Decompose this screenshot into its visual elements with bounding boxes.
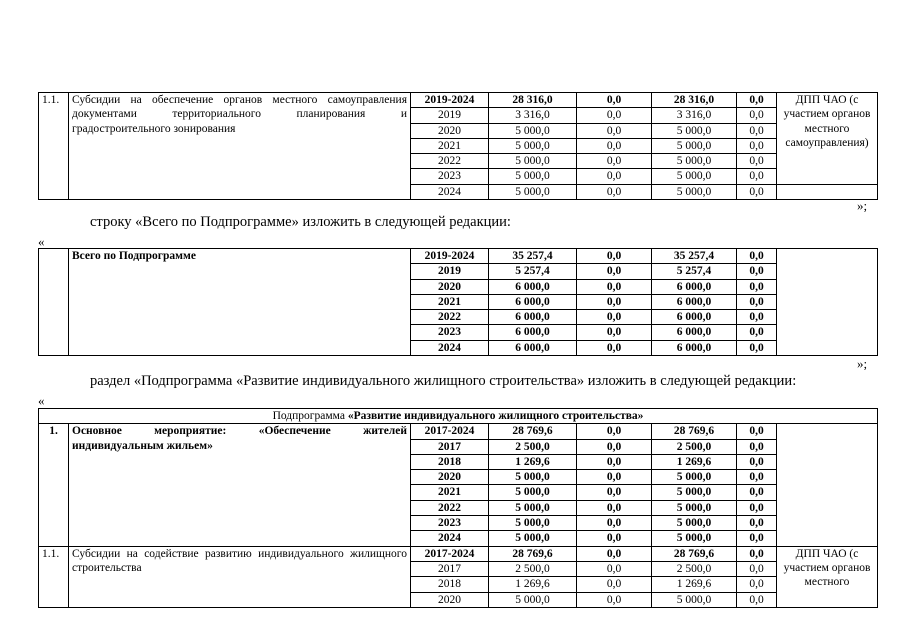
instruction-paragraph: строку «Всего по Подпрограмме» изложить в следующей редакции: <box>90 214 511 230</box>
federal-budget-cell: 0,0 <box>577 546 652 561</box>
local-budget-cell: 0,0 <box>737 561 777 576</box>
period-cell: 2017-2024 <box>411 424 489 439</box>
total-cell: 5 000,0 <box>489 592 577 607</box>
period-cell: 2024 <box>411 340 489 355</box>
total-cell: 1 269,6 <box>489 454 577 469</box>
executor-cell: ДПП ЧАО (с участием органов местного <box>777 546 878 607</box>
item-name: Основное мероприятие: «Обеспечение жителей индивидуальным жильем» <box>69 424 411 546</box>
instruction-paragraph: раздел «Подпрограмма «Развитие индивидуального жилищного строительства» изложить в следующей редакции: <box>90 373 797 389</box>
period-cell: 2019-2024 <box>411 249 489 264</box>
local-budget-cell: 0,0 <box>737 516 777 531</box>
federal-budget-cell: 0,0 <box>577 454 652 469</box>
regional-budget-cell: 5 000,0 <box>652 154 737 169</box>
federal-budget-cell: 0,0 <box>577 577 652 592</box>
period-cell: 2017 <box>411 439 489 454</box>
period-cell: 2020 <box>411 470 489 485</box>
period-cell: 2021 <box>411 485 489 500</box>
federal-budget-cell: 0,0 <box>577 138 652 153</box>
period-cell: 2023 <box>411 325 489 340</box>
federal-budget-cell: 0,0 <box>577 294 652 309</box>
local-budget-cell: 0,0 <box>737 577 777 592</box>
federal-budget-cell: 0,0 <box>577 439 652 454</box>
total-cell: 5 000,0 <box>489 169 577 184</box>
regional-budget-cell: 5 000,0 <box>652 500 737 515</box>
period-cell: 2019-2024 <box>411 93 489 108</box>
closing-quote: »; <box>857 198 868 213</box>
period-cell: 2024 <box>411 184 489 199</box>
table-housing-subprogram <box>38 408 878 608</box>
local-budget-cell: 0,0 <box>737 439 777 454</box>
local-budget-cell: 0,0 <box>737 310 777 325</box>
total-cell: 5 000,0 <box>489 516 577 531</box>
federal-budget-cell: 0,0 <box>577 340 652 355</box>
local-budget-cell: 0,0 <box>737 424 777 439</box>
regional-budget-cell: 3 316,0 <box>652 108 737 123</box>
regional-budget-cell: 1 269,6 <box>652 577 737 592</box>
local-budget-cell: 0,0 <box>737 249 777 264</box>
period-cell: 2018 <box>411 577 489 592</box>
closing-quote: »; <box>857 356 868 371</box>
local-budget-cell: 0,0 <box>737 279 777 294</box>
period-cell: 2017-2024 <box>411 546 489 561</box>
local-budget-cell: 0,0 <box>737 485 777 500</box>
regional-budget-cell: 2 500,0 <box>652 439 737 454</box>
federal-budget-cell: 0,0 <box>577 279 652 294</box>
period-cell: 2018 <box>411 454 489 469</box>
total-cell: 2 500,0 <box>489 561 577 576</box>
regional-budget-cell: 5 000,0 <box>652 169 737 184</box>
table-total-subprogram <box>38 248 878 356</box>
item-number: 1.1. <box>39 93 69 200</box>
table-row <box>39 424 878 439</box>
subprogram-prefix: Подпрограмма <box>272 410 348 422</box>
subprogram-header <box>39 409 878 424</box>
item-number: 1. <box>39 424 69 546</box>
period-cell: 2017 <box>411 561 489 576</box>
period-cell: 2022 <box>411 500 489 515</box>
federal-budget-cell: 0,0 <box>577 500 652 515</box>
regional-budget-cell: 5 000,0 <box>652 470 737 485</box>
federal-budget-cell: 0,0 <box>577 470 652 485</box>
local-budget-cell: 0,0 <box>737 340 777 355</box>
regional-budget-cell: 28 316,0 <box>652 93 737 108</box>
regional-budget-cell: 6 000,0 <box>652 279 737 294</box>
table-row <box>39 249 878 264</box>
total-cell: 35 257,4 <box>489 249 577 264</box>
opening-quote: « <box>38 234 45 249</box>
regional-budget-cell: 6 000,0 <box>652 294 737 309</box>
period-cell: 2022 <box>411 154 489 169</box>
total-cell: 28 316,0 <box>489 93 577 108</box>
federal-budget-cell: 0,0 <box>577 561 652 576</box>
federal-budget-cell: 0,0 <box>577 154 652 169</box>
federal-budget-cell: 0,0 <box>577 325 652 340</box>
regional-budget-cell: 5 257,4 <box>652 264 737 279</box>
total-cell: 6 000,0 <box>489 279 577 294</box>
federal-budget-cell: 0,0 <box>577 93 652 108</box>
local-budget-cell: 0,0 <box>737 154 777 169</box>
regional-budget-cell: 1 269,6 <box>652 454 737 469</box>
total-cell: 6 000,0 <box>489 325 577 340</box>
item-name: Субсидии на содействие развитию индивидуального жилищного строительства <box>69 546 411 607</box>
total-cell: 2 500,0 <box>489 439 577 454</box>
total-cell: 3 316,0 <box>489 108 577 123</box>
period-cell: 2023 <box>411 516 489 531</box>
local-budget-cell: 0,0 <box>737 264 777 279</box>
period-cell: 2020 <box>411 279 489 294</box>
local-budget-cell: 0,0 <box>737 546 777 561</box>
total-cell: 5 000,0 <box>489 138 577 153</box>
local-budget-cell: 0,0 <box>737 108 777 123</box>
federal-budget-cell: 0,0 <box>577 249 652 264</box>
federal-budget-cell: 0,0 <box>577 424 652 439</box>
period-cell: 2020 <box>411 123 489 138</box>
total-cell: 6 000,0 <box>489 340 577 355</box>
total-cell: 6 000,0 <box>489 310 577 325</box>
local-budget-cell: 0,0 <box>737 138 777 153</box>
period-cell: 2023 <box>411 169 489 184</box>
executor-cell <box>777 249 878 356</box>
total-cell: 5 000,0 <box>489 154 577 169</box>
item-number <box>39 249 69 356</box>
local-budget-cell: 0,0 <box>737 169 777 184</box>
regional-budget-cell: 2 500,0 <box>652 561 737 576</box>
total-cell: 28 769,6 <box>489 546 577 561</box>
item-number: 1.1. <box>39 546 69 607</box>
federal-budget-cell: 0,0 <box>577 108 652 123</box>
executor-cell <box>777 424 878 546</box>
total-cell: 28 769,6 <box>489 424 577 439</box>
regional-budget-cell: 28 769,6 <box>652 424 737 439</box>
regional-budget-cell: 5 000,0 <box>652 184 737 199</box>
period-cell: 2022 <box>411 310 489 325</box>
item-name: Всего по Подпрограмме <box>69 249 411 356</box>
local-budget-cell: 0,0 <box>737 93 777 108</box>
table-row <box>39 546 878 561</box>
executor-cell: ДПП ЧАО (с участием органов местного самоуправления) <box>777 93 878 185</box>
local-budget-cell: 0,0 <box>737 592 777 607</box>
total-cell: 6 000,0 <box>489 294 577 309</box>
local-budget-cell: 0,0 <box>737 531 777 546</box>
local-budget-cell: 0,0 <box>737 325 777 340</box>
federal-budget-cell: 0,0 <box>577 485 652 500</box>
regional-budget-cell: 5 000,0 <box>652 123 737 138</box>
federal-budget-cell: 0,0 <box>577 169 652 184</box>
federal-budget-cell: 0,0 <box>577 184 652 199</box>
local-budget-cell: 0,0 <box>737 500 777 515</box>
regional-budget-cell: 28 769,6 <box>652 546 737 561</box>
regional-budget-cell: 6 000,0 <box>652 340 737 355</box>
regional-budget-cell: 35 257,4 <box>652 249 737 264</box>
total-cell: 5 000,0 <box>489 123 577 138</box>
subprogram-header-row <box>39 409 878 424</box>
subprogram-title: «Развитие индивидуального жилищного строительства» <box>347 410 644 422</box>
period-cell: 2019 <box>411 108 489 123</box>
federal-budget-cell: 0,0 <box>577 592 652 607</box>
local-budget-cell: 0,0 <box>737 184 777 199</box>
regional-budget-cell: 5 000,0 <box>652 485 737 500</box>
local-budget-cell: 0,0 <box>737 454 777 469</box>
table-row <box>39 93 878 108</box>
total-cell: 5 000,0 <box>489 500 577 515</box>
regional-budget-cell: 5 000,0 <box>652 138 737 153</box>
regional-budget-cell: 5 000,0 <box>652 531 737 546</box>
total-cell: 5 000,0 <box>489 184 577 199</box>
federal-budget-cell: 0,0 <box>577 516 652 531</box>
federal-budget-cell: 0,0 <box>577 310 652 325</box>
total-cell: 5 000,0 <box>489 470 577 485</box>
federal-budget-cell: 0,0 <box>577 123 652 138</box>
regional-budget-cell: 5 000,0 <box>652 592 737 607</box>
period-cell: 2019 <box>411 264 489 279</box>
regional-budget-cell: 6 000,0 <box>652 325 737 340</box>
item-name: Субсидии на обеспечение органов местного самоуправления документами территориального планирования и градостроительного зонирования <box>69 93 411 200</box>
regional-budget-cell: 5 000,0 <box>652 516 737 531</box>
regional-budget-cell: 6 000,0 <box>652 310 737 325</box>
total-cell: 5 000,0 <box>489 531 577 546</box>
period-cell: 2024 <box>411 531 489 546</box>
federal-budget-cell: 0,0 <box>577 264 652 279</box>
total-cell: 5 257,4 <box>489 264 577 279</box>
opening-quote: « <box>38 393 45 408</box>
total-cell: 1 269,6 <box>489 577 577 592</box>
total-cell: 5 000,0 <box>489 485 577 500</box>
period-cell: 2021 <box>411 138 489 153</box>
table-subsidy-planning <box>38 92 878 200</box>
local-budget-cell: 0,0 <box>737 470 777 485</box>
period-cell: 2020 <box>411 592 489 607</box>
period-cell: 2021 <box>411 294 489 309</box>
local-budget-cell: 0,0 <box>737 294 777 309</box>
local-budget-cell: 0,0 <box>737 123 777 138</box>
federal-budget-cell: 0,0 <box>577 531 652 546</box>
